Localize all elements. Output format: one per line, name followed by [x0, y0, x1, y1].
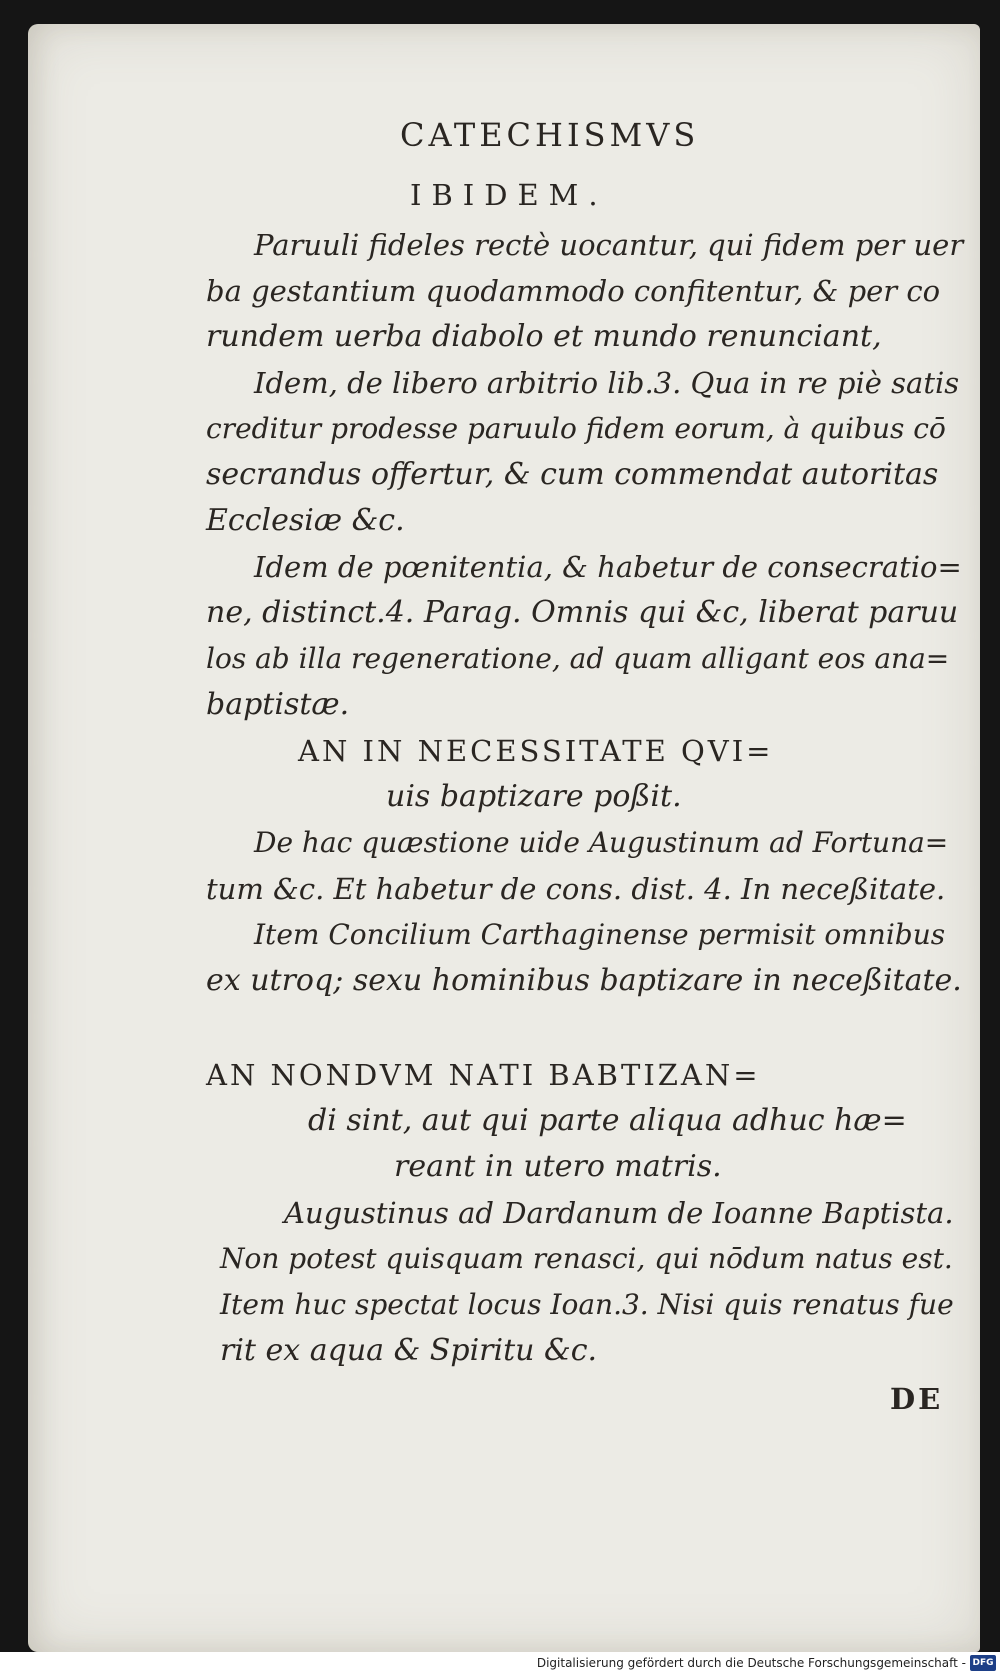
- text-line: baptistæ.: [206, 687, 350, 722]
- text-line: Idem de pœnitentia, & habetur de consecratio=: [254, 550, 962, 584]
- text-line: di sint, aut qui parte aliqua adhuc hæ=: [308, 1103, 907, 1138]
- text-line: rit ex aqua & Spiritu &c.: [220, 1333, 598, 1368]
- text-line: creditur prodesse paruulo fidem eorum, à quibus cō: [206, 412, 946, 445]
- text-line: uis baptizare poßit.: [386, 779, 682, 814]
- heading-nondum-nati: AN NONDVM NATI BABTIZAN=: [206, 1058, 761, 1092]
- text-line: ex utroq; sexu hominibus baptizare in neceßitate.: [206, 963, 962, 998]
- text-line: tum &c. Et habetur de cons. dist. 4. In neceßitate.: [206, 872, 946, 906]
- text-line: rundem uerba diabolo et mundo renunciant,: [206, 319, 882, 354]
- text-line: De hac quæstione uide Augustinum ad Fortuna=: [254, 826, 949, 859]
- text-line: ba gestantium quodammodo confitentur, & per co: [206, 274, 941, 308]
- dfg-logo: DFG: [970, 1655, 996, 1671]
- text-line: Idem, de libero arbitrio lib.3. Qua in re piè satis: [254, 366, 960, 400]
- text-line: secrandus offertur, & cum commendat autoritas: [206, 457, 939, 492]
- heading-necessitate: AN IN NECESSITATE QVI=: [298, 734, 774, 768]
- text-line: Item Concilium Carthaginense permisit omnibus: [254, 918, 946, 951]
- text-line: ne, distinct.4. Parag. Omnis qui &c, liberat paruu: [206, 595, 959, 630]
- footer-bar: [0, 1652, 1000, 1676]
- text-line: Augustinus ad Dardanum de Ioanne Baptista.: [284, 1196, 954, 1230]
- text-line: Ecclesiæ &c.: [206, 503, 405, 538]
- heading-ibidem: IBIDEM.: [410, 178, 608, 212]
- digitization-credit: Digitalisierung gefördert durch die Deutsche Forschungsgemeinschaft -: [536, 1656, 966, 1670]
- text-line: Paruuli fideles rectè uocantur, qui fidem per uer: [254, 228, 964, 262]
- text-line: reant in utero matris.: [394, 1149, 722, 1184]
- text-line: los ab illa regeneratione, ad quam alligant eos ana=: [206, 642, 950, 675]
- catchword: DE: [890, 1382, 944, 1416]
- running-head: CATECHISMVS: [400, 116, 700, 154]
- text-line: Non potest quisquam renasci, qui nōdum natus est.: [220, 1242, 953, 1275]
- text-line: Item huc spectat locus Ioan.3. Nisi quis renatus fue: [220, 1288, 954, 1321]
